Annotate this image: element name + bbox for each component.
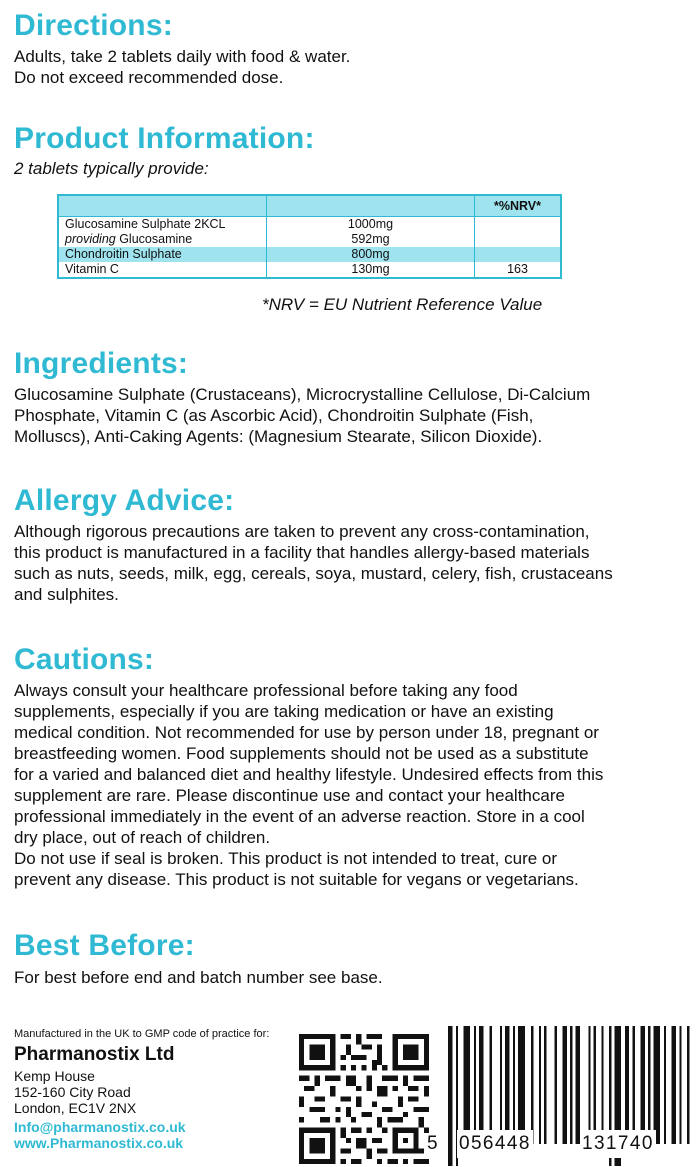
- barcode-bar: [448, 1026, 452, 1166]
- row-name: [59, 232, 267, 247]
- nutrition-table-header: [59, 196, 560, 216]
- barcode-bar: [513, 1026, 515, 1144]
- barcode-bar: [594, 1026, 596, 1144]
- directions-line: Adults, take 2 tablets daily with food & water.: [14, 47, 351, 66]
- barcode-bar: [570, 1026, 572, 1144]
- row-name-rest: Glucosamine: [115, 232, 193, 246]
- barcode-bar: [653, 1026, 660, 1144]
- barcode-bar: [679, 1026, 681, 1144]
- ingredients-line: Molluscs), Anti-Caking Agents: (Magnesium Stearate, Silicon Dioxide).: [14, 427, 543, 446]
- barcode-bar: [479, 1026, 483, 1144]
- barcode-bar: [687, 1026, 689, 1144]
- cautions-heading: Cautions:: [14, 643, 155, 676]
- nutrition-table: [57, 194, 562, 279]
- cautions-line: prevent any disease. This product is not suitable for vegans or vegetarians.: [14, 870, 579, 889]
- best-before-line: For best before end and batch number see base.: [14, 968, 383, 987]
- barcode-bar: [648, 1026, 650, 1144]
- ingredients-line: Phosphate, Vitamin C (as Ascorbic Acid), Chondroitin Sulphate (Fish,: [14, 406, 534, 425]
- barcode-bar: [464, 1026, 471, 1144]
- cautions-line: supplement are rare. Please discontinue use and contact your healthcare: [14, 786, 565, 805]
- best-before-text: [14, 967, 690, 988]
- cautions-line: professional immediately in the event of an adverse reaction. Store in a cool: [14, 807, 585, 826]
- barcode-bar: [500, 1026, 502, 1144]
- barcode-bar: [588, 1026, 590, 1144]
- ingredients-text: [14, 384, 690, 447]
- cautions-text: [14, 680, 690, 890]
- directions-line: Do not exceed recommended dose.: [14, 68, 284, 87]
- row-nrv: 163: [507, 262, 528, 276]
- barcode-bar: [456, 1026, 458, 1166]
- row-name-italic: providing: [65, 232, 116, 246]
- allergy-advice-heading: Allergy Advice:: [14, 484, 235, 517]
- address-line: Kemp House: [14, 1068, 95, 1084]
- header-cell-nrv: *%NRV*: [493, 199, 541, 213]
- nrv-footnote: *NRV = EU Nutrient Reference Value: [262, 295, 543, 314]
- cautions-line: supplements, especially if you are taking medication or have an existing: [14, 702, 554, 721]
- header-cell-name: [59, 196, 267, 216]
- barcode-bar: [575, 1026, 579, 1144]
- product-information-subtitle: 2 tablets typically provide:: [14, 159, 209, 178]
- barcode-bar: [562, 1026, 566, 1144]
- barcode-bar: [505, 1026, 509, 1144]
- directions-heading: Directions:: [14, 9, 173, 42]
- barcode-bar: [625, 1026, 629, 1144]
- allergy-line: this product is manufactured in a facility that handles allergy-based materials: [14, 543, 590, 562]
- cautions-line: dry place, out of reach of children.: [14, 828, 271, 847]
- barcode-digits-left: 056448: [457, 1130, 533, 1158]
- cautions-line: Do not use if seal is broken. This product is not intended to treat, cure or: [14, 849, 558, 868]
- barcode-bar: [544, 1026, 546, 1144]
- cautions-line: medical condition. Not recommended for use by person under 18, pregnant or: [14, 723, 599, 742]
- address-line: London, EC1V 2NX: [14, 1100, 137, 1116]
- barcode-digits-right: 131740: [580, 1130, 656, 1158]
- email-link[interactable]: Info@pharmanostix.co.uk: [14, 1119, 186, 1135]
- cautions-line: breastfeeding women. Food supplements should not be used as a substitute: [14, 744, 589, 763]
- row-name: Chondroitin Sulphate: [59, 247, 267, 262]
- barcode-bar: [474, 1026, 476, 1144]
- row-nrv: [475, 247, 560, 262]
- barcode-bar: [609, 1026, 611, 1166]
- barcode-bar: [539, 1026, 541, 1144]
- qr-code-icon: [299, 1034, 429, 1164]
- row-amount: 592mg: [267, 232, 475, 247]
- barcode-bar: [672, 1026, 676, 1144]
- row-amount: 800mg: [267, 247, 475, 262]
- allergy-advice-text: [14, 521, 690, 605]
- directions-text: [14, 46, 690, 88]
- table-row: [59, 216, 560, 232]
- company-name: Pharmanostix Ltd: [14, 1044, 175, 1065]
- table-row: [59, 247, 560, 262]
- row-amount: 1000mg: [267, 217, 475, 232]
- header-cell-amount: [267, 196, 475, 216]
- row-nrv: [475, 232, 560, 247]
- cautions-line: Always consult your healthcare professional before taking any food: [14, 681, 518, 700]
- allergy-line: such as nuts, seeds, milk, egg, cereals, soya, mustard, celery, fish, crustaceans: [14, 564, 613, 583]
- barcode-bar: [518, 1026, 525, 1144]
- barcode-bar: [531, 1026, 533, 1144]
- table-row: [59, 232, 560, 247]
- best-before-heading: Best Before:: [14, 929, 195, 962]
- allergy-line: and sulphites.: [14, 585, 119, 604]
- row-name: Vitamin C: [59, 262, 267, 277]
- table-row: [59, 262, 560, 277]
- barcode-bar: [490, 1026, 492, 1144]
- barcode-bar: [633, 1026, 635, 1144]
- manufactured-statement: Manufactured in the UK to GMP code of practice for:: [14, 1028, 270, 1040]
- allergy-line: Although rigorous precautions are taken to prevent any cross-contamination,: [14, 522, 590, 541]
- row-name: Glucosamine Sulphate 2KCL: [59, 217, 267, 232]
- barcode-bar: [555, 1026, 557, 1144]
- address-line: 152-160 City Road: [14, 1084, 131, 1100]
- barcode-bar: [664, 1026, 666, 1144]
- website-link[interactable]: www.Pharmanostix.co.uk: [14, 1135, 184, 1151]
- ingredients-heading: Ingredients:: [14, 347, 189, 380]
- product-information-heading: Product Information:: [14, 122, 315, 155]
- barcode-bar: [614, 1026, 621, 1166]
- barcode-icon: [446, 1026, 698, 1166]
- cautions-line: for a varied and balanced diet and healthy lifestyle. Undesired effects from this: [14, 765, 604, 784]
- barcode-bar: [601, 1026, 603, 1144]
- row-amount: 130mg: [267, 262, 475, 277]
- row-nrv: [475, 217, 560, 232]
- ingredients-line: Glucosamine Sulphate (Crustaceans), Microcrystalline Cellulose, Di-Calcium: [14, 385, 591, 404]
- barcode-digit-first: 5: [427, 1133, 438, 1154]
- barcode-bar: [640, 1026, 644, 1144]
